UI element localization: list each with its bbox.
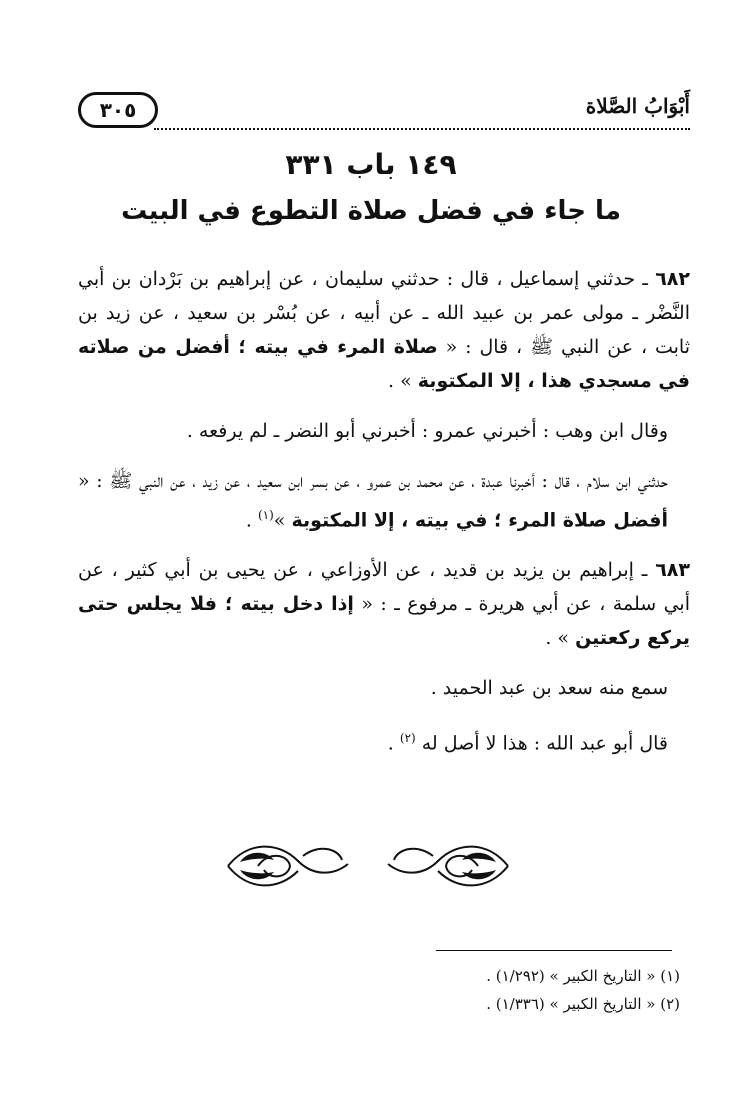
note-text: حدثني ابن سلام ، قال : أخبرنا عبدة ، عن محمد بن عمرو ، عن بسر ابن سعيد ، عن زيد ، عن النبي ﷺ : « (78, 470, 668, 492)
footnote-2: (٢) « التاريخ الكبير » (١/٣٣٦) . (486, 995, 680, 1013)
note-text: قال أبو عبد الله : هذا لا أصل له (415, 732, 668, 755)
note-text-end: . (387, 732, 400, 755)
hadith-682-note-2 (78, 464, 690, 537)
body-text (78, 262, 690, 777)
page-number (78, 92, 158, 128)
footnote-1: (١) « التاريخ الكبير » (١/٢٩٢) . (486, 967, 680, 985)
hadith-683 (78, 553, 690, 655)
hadith-682 (78, 262, 690, 398)
hadith-682-note-1: وقال ابن وهب : أخبرني عمرو : أخبرني أبو النضر ـ لم يرفعه . (186, 420, 668, 442)
note-text-end: . (245, 509, 258, 532)
hadith-text: ـ إبراهيم بن يزيد بن قديد ، عن الأوزاعي ، عن يحيى بن أبي كثير ، عن أبي سلمة ، عن أبي هريرة ـ مرفوع ـ : « (78, 559, 690, 616)
footnotes (78, 962, 680, 1018)
page-header (78, 88, 690, 134)
hadith-683-note-2 (78, 721, 690, 760)
hadith-number: ٦٨٣ (655, 559, 690, 582)
hadith-matn: صلاة المرء في بيته ؛ أفضل من صلاته في مسجدي هذا ، إلا المكتوبة (78, 336, 690, 392)
floral-ornament-icon (218, 836, 518, 896)
chapter-title: ما جاء في فضل صلاة التطوع في البيت (121, 196, 621, 226)
note-matn: أفضل صلاة المرء ؛ في بيته ، إلا المكتوبة (291, 509, 668, 532)
hadith-text-end: » . (545, 627, 576, 650)
hadith-text-end: » . (388, 370, 418, 392)
footnote-ref-1: (١) (257, 508, 274, 522)
hadith-text: ـ حدثني إسماعيل ، قال : حدثني سليمان ، عن إبراهيم بن بَرْدان بن أبي النَّضْر ـ مولى عمر بن عبيد الله ـ عن أبيه ، عن بُسْر بن سعيد ، عن زيد بن ثابت ، عن النبي ﷺ ، قال : « (78, 268, 691, 358)
footnote-ref-2: (٢) (399, 731, 416, 746)
hadith-number: ٦٨٢ (655, 268, 690, 290)
chapter-number: ١٤٩ باب ٣٣١ (285, 148, 457, 181)
note-text-close: » (273, 509, 292, 532)
running-title: أَبْوَابُ الصَّلاة (585, 94, 690, 118)
footnote-rule (436, 950, 672, 951)
header-dotted-rule (154, 128, 690, 130)
hadith-matn: إذا دخل بيته ؛ فلا يجلس حتى يركع ركعتين (78, 593, 690, 650)
page-number-text: ٣٠٥ (99, 98, 137, 122)
hadith-683-note-1: سمع منه سعد بن عبد الحميد . (430, 677, 668, 700)
